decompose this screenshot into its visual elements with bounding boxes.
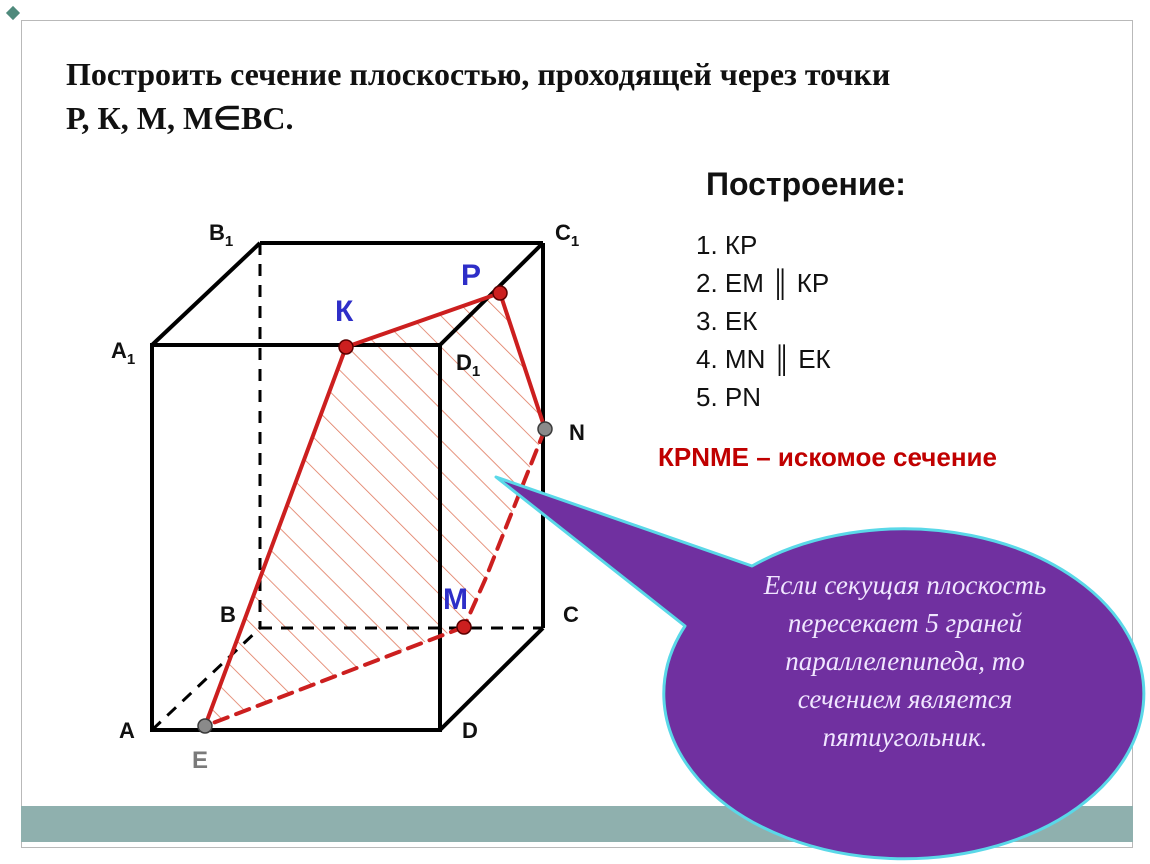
edge-A1-B1 bbox=[152, 243, 260, 345]
step-item: 2. ЕМ ║ КР bbox=[696, 268, 830, 298]
label-C1: $C_1$ bbox=[555, 220, 580, 250]
point-P bbox=[493, 286, 507, 300]
label-C: C bbox=[563, 602, 579, 627]
point-K bbox=[339, 340, 353, 354]
callout-text: Если секущая плоскость пересекает 5 граней параллелепипеда, то сечением является пятиугольник. bbox=[763, 570, 1047, 752]
edge-D-C bbox=[440, 628, 543, 730]
construction-steps bbox=[696, 226, 831, 416]
label-A: A bbox=[119, 718, 135, 743]
task-line-1: Построить сечение плоскостью, проходящей через точки bbox=[66, 56, 891, 92]
result-statement: КРNМЕ – искомое сечение bbox=[658, 442, 997, 472]
label-P: Р bbox=[461, 259, 482, 292]
point-E bbox=[198, 719, 212, 733]
label-A1: $A_1$ bbox=[111, 338, 136, 368]
point-N bbox=[538, 422, 552, 436]
step-item: 3. ЕК bbox=[696, 306, 758, 336]
label-D1: $D_1$ bbox=[456, 350, 481, 380]
label-B1: $B_1$ bbox=[209, 220, 234, 250]
label-M: М bbox=[443, 583, 468, 616]
construction-title: Построение: bbox=[706, 166, 906, 202]
step-item: 1. КР bbox=[696, 230, 758, 260]
label-B: B bbox=[220, 602, 236, 627]
label-E: Е bbox=[192, 747, 209, 774]
step-item: 5. РN bbox=[696, 382, 762, 412]
point-M bbox=[457, 620, 471, 634]
step-item: 4. MN ║ ЕК bbox=[696, 344, 831, 374]
label-K: К bbox=[335, 295, 354, 328]
label-D: D bbox=[462, 718, 478, 743]
task-line-2: Р, К, М, М∈ВС. bbox=[66, 100, 294, 136]
label-N: N bbox=[569, 420, 585, 445]
